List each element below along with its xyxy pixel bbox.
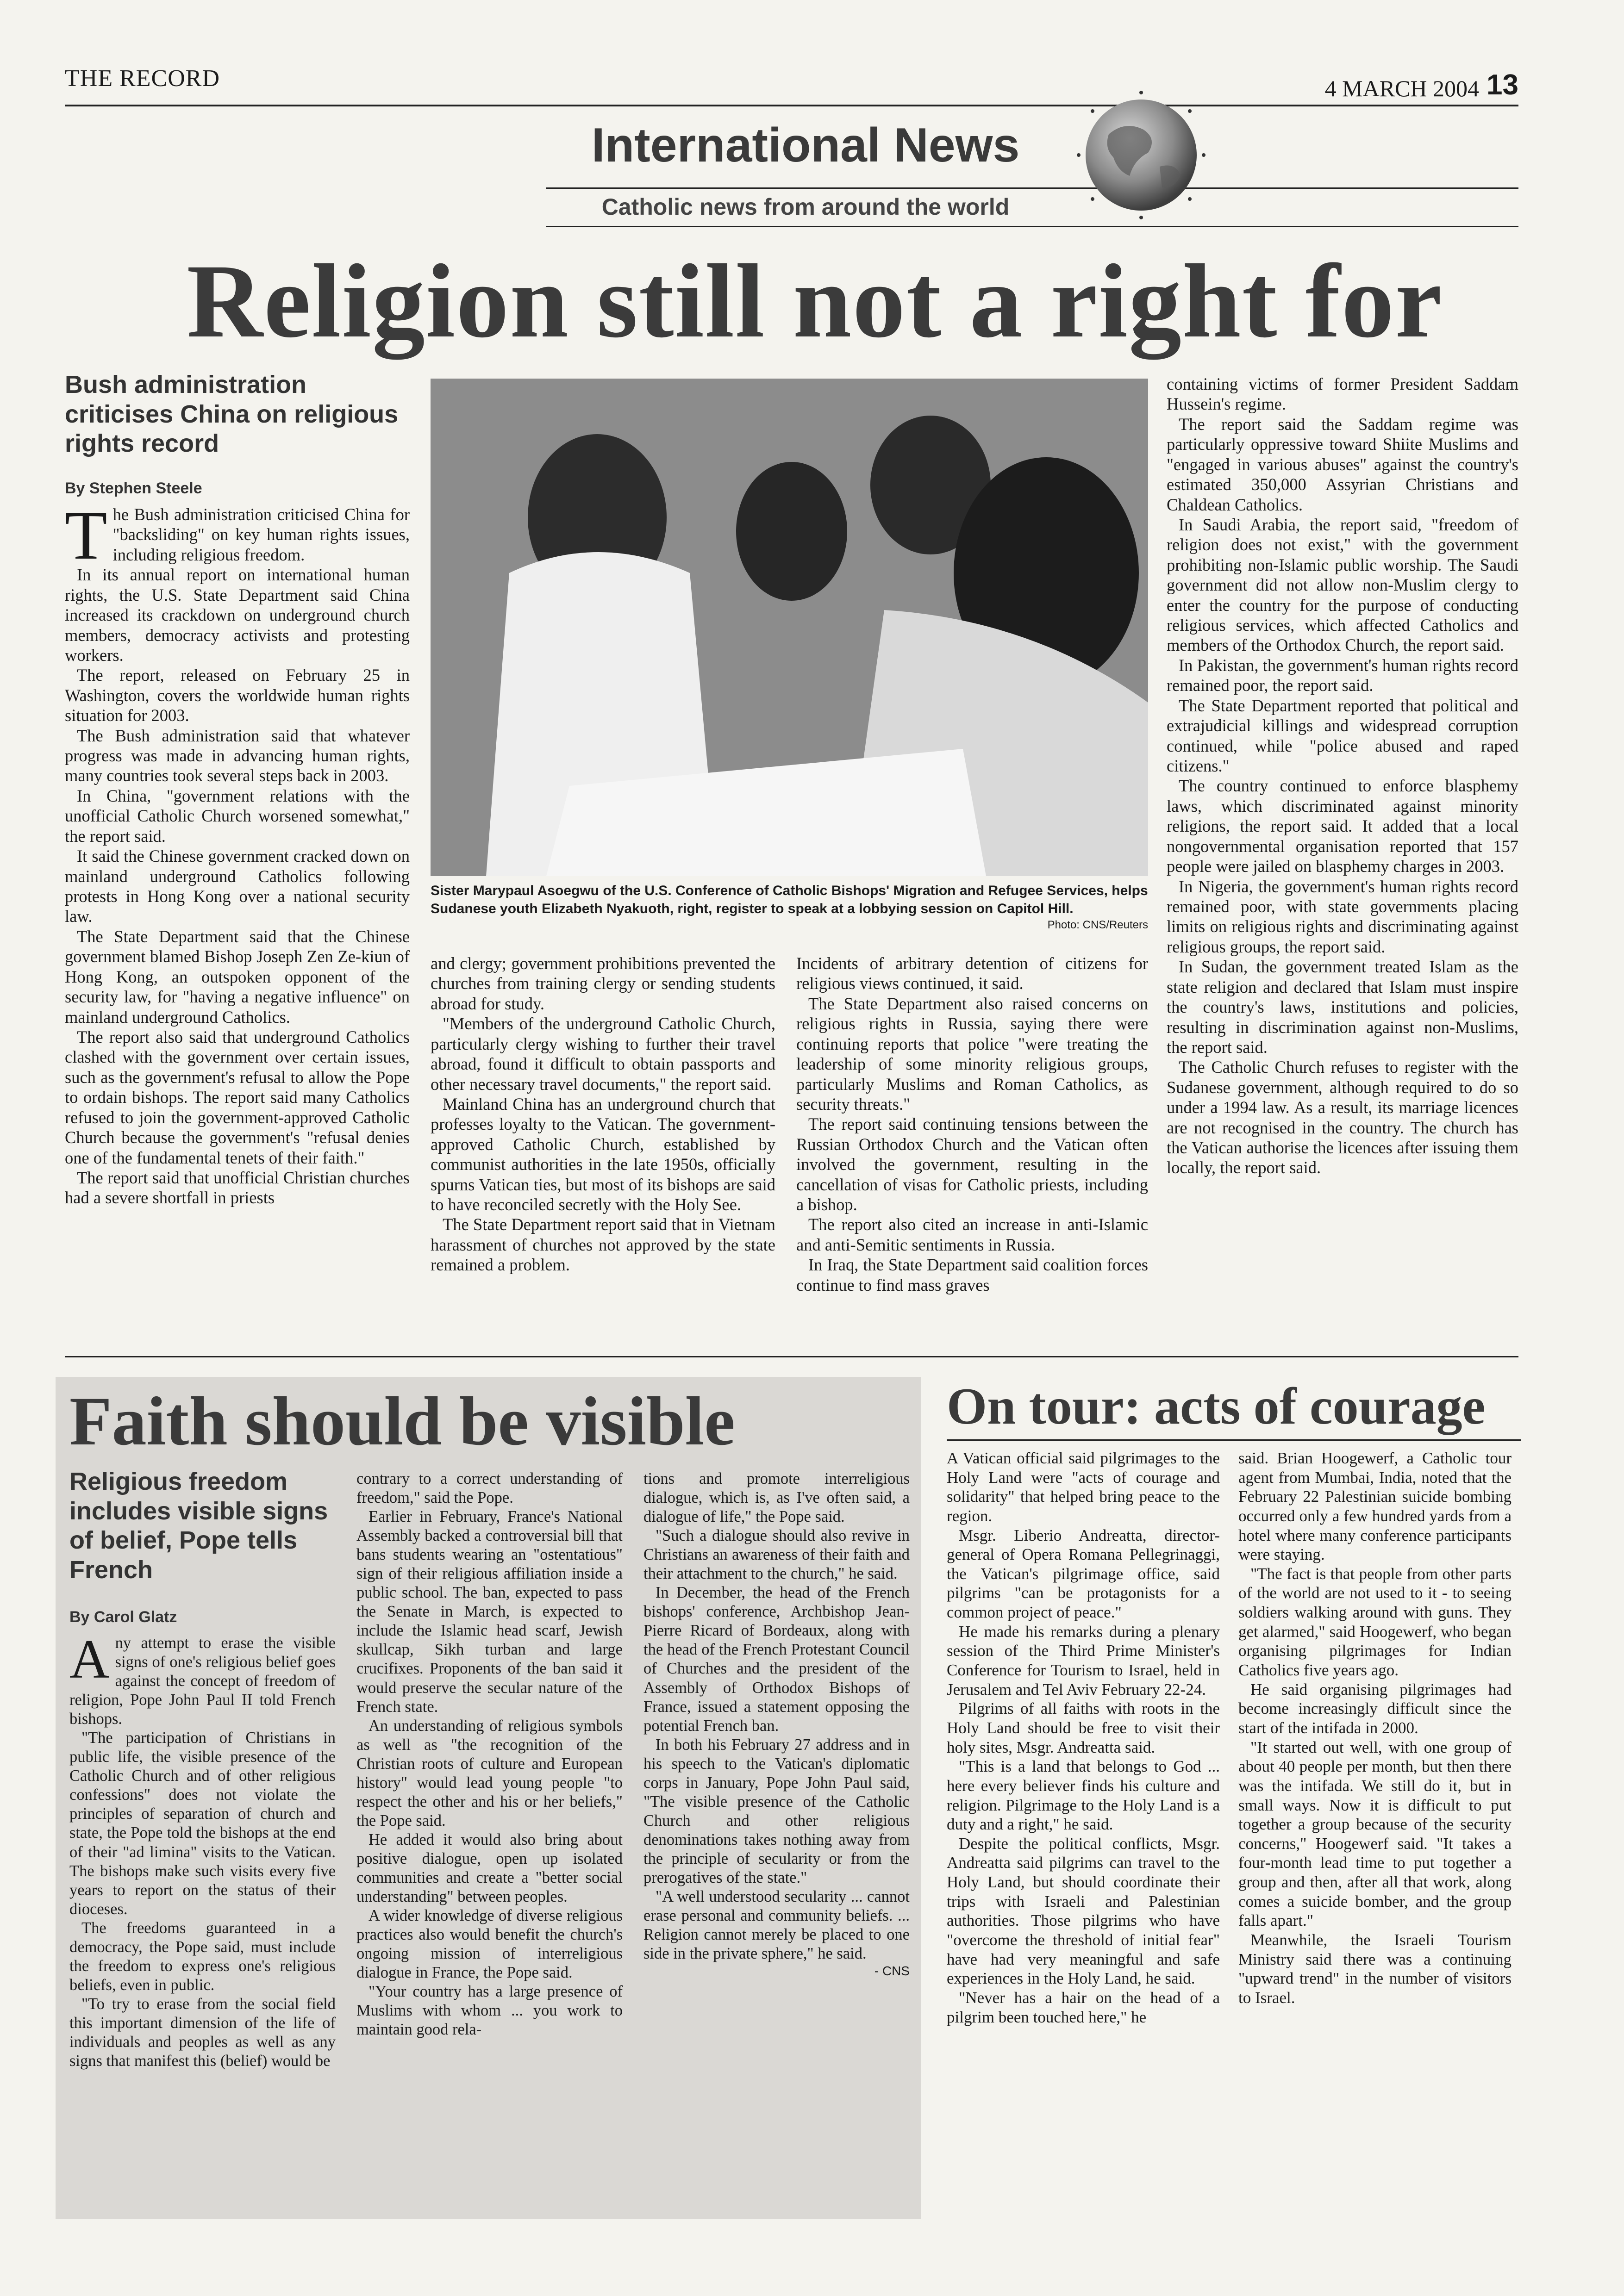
story1-col1-para: The Bush administration criticised China for "backsliding" on key human rights issues, including religious freedom. — [65, 497, 410, 574]
story1-col2-para: Mainland China has an underground church that professes loyalty to the Vatican. The government-approved Catholic Church, established by communist authorities in the late 1950s, officially spurns Vatican ties, but most of its bishops are said to have reconciled secretly with the Holy See. — [431, 1094, 775, 1214]
story2-deck: Religious freedom includes visible signs of belief, Pope tells French — [69, 1468, 328, 1584]
masthead-rule — [65, 105, 1518, 106]
story1-col3-para: In Iraq, the State Department said coalition forces continue to find mass graves — [796, 1255, 1148, 1294]
story2-column-3 — [643, 1469, 910, 1979]
story1-col2-para: and clergy; government prohibitions prevented the churches from training clergy or sending students abroad for study. — [431, 954, 775, 1013]
section-rule-bottom — [546, 226, 1518, 227]
story2-signoff: - CNS — [874, 1964, 910, 1979]
story3-col2-para: "The fact is that people from other parts of the world are not used to it - to seeing soldiers walking around with guns. They get alarmed," said Hoogewerf, who began organising pilgrimages for Indian Catholics five years ago. — [1238, 1564, 1512, 1680]
story1-col1-para: The report also said that underground Catholics clashed with the government over certain issues, such as the government's refusal to allow the Pope to ordain bishops. The report said many Catholics refused to join the government-approved Catholic Church because the government's "refusal denies one of the fundamental tenets of their faith." — [65, 1027, 410, 1167]
story2-col2-para: A wider knowledge of diverse religious practices also would benefit the church's ongoing mission of interreligious dialogue in France, the Pope said. — [356, 1907, 623, 1982]
story3-headline: On tour: acts of courage — [947, 1378, 1486, 1435]
story3-col1-para: A Vatican official said pilgrimages to the Holy Land were "acts of courage and solidarity" that helped bring peace to the region. — [947, 1449, 1220, 1525]
story1-col1-para: In its annual report on international human rights, the U.S. State Department said China increased its crackdown on underground church members, democracy activists and protesting workers. — [65, 565, 410, 665]
story1-column-3 — [796, 953, 1148, 1295]
story3-col1-para: He made his remarks during a plenary session of the Third Prime Minister's Conference for Tourism to Israel, held in Jerusalem and Tel Aviv February 22-24. — [947, 1622, 1220, 1699]
story3-col2-para: "It started out well, with one group of about 40 people per month, but then there was the intifada. We still do it, but in small ways. Now it is difficult to put together a group because of the security concerns," Hoogewerf said. "It takes a four-month lead time to put together a group and then, after all that work, along comes a suicide bomber, and the group falls apart." — [1238, 1738, 1512, 1930]
story1-col2-para: "Members of the underground Catholic Church, particularly clergy wishing to further their travel abroad, found it difficult to obtain passports and other necessary travel documents," the report said. — [431, 1014, 775, 1094]
story1-col3-para: The report also cited an increase in anti-Islamic and anti-Semitic sentiments in Russia. — [796, 1215, 1148, 1254]
story3-col1-para: Msgr. Liberio Andreatta, director-general of Opera Romana Pellegrinaggi, the Vatican's pilgrimage office, said pilgrims "can be protagonists for a common project of peace." — [947, 1526, 1220, 1622]
story2-col2-para: An understanding of religious symbols as well as "the recognition of the Christian roots of culture and European history" would lead young people "to respect the other and his or her beliefs," the Pope said. — [356, 1717, 623, 1829]
story1-col4-para: The report said the Saddam regime was particularly oppressive toward Shiite Muslims and "engaged in various abuses" against the country's estimated 350,000 Assyrian Christians and Chaldean Catholics. — [1167, 414, 1518, 514]
story2-byline: By Carol Glatz — [69, 1608, 177, 1626]
story2-col1-para: The freedoms guaranteed in a democracy, the Pope said, must include the freedom to express one's religious beliefs, even in public. — [69, 1919, 336, 1994]
section-rule-top — [546, 187, 1518, 189]
story3-col1-para: Despite the political conflicts, Msgr. Andreatta said pilgrims can travel to the Holy Land, but should coordinate their trips with Israeli and Palestinian authorities. Those pilgrims who have "overcome the threshold of initial fear" have had very meaningful and safe experiences in the Holy Land, he said. — [947, 1834, 1220, 1988]
story1-col3-para: The State Department also raised concerns on religious rights in Russia, saying there were continuing reports that police "were treating the leadership of some minority religious groups, particularly Muslims and Roman Catholics, as security threats." — [796, 994, 1148, 1114]
headline-main: Religion still not a right for — [187, 243, 1443, 360]
story3-column-2 — [1238, 1449, 1512, 2008]
masthead — [65, 65, 1518, 106]
story1-col1-para: The report said that unofficial Christian churches had a severe shortfall in priests — [65, 1168, 410, 1207]
story1-column-1 — [65, 497, 410, 1208]
section-subtitle: Catholic news from around the world — [601, 194, 1010, 220]
story2-col2-para: Earlier in February, France's National Assembly backed a controversial bill that bans students wearing an "ostentatious" sign of their religious affiliation inside a public school. The ban, expected to pass the Senate in March, is expected to include the Islamic head scarf, Jewish skullcap, Sikh turban and large crucifixes. Proponents of the ban said it would preserve the secular nature of the French state. — [356, 1508, 623, 1716]
photo-caption — [431, 882, 1148, 932]
story2-col3-para: "Such a dialogue should also revive in Christians an awareness of their faith and their attachment to the church," he said. — [643, 1527, 910, 1583]
story2-column-1 — [69, 1628, 336, 2071]
story1-col4-para: The country continued to enforce blasphemy laws, which discriminated against minority religions, the report said. It added that a local nongovernmental organisation reported that 157 people were jailed on blasphemy charges in 2003. — [1167, 776, 1518, 876]
story2-col1-para: "The participation of Christians in public life, the visible presence of the Catholic Church and of other religious confessions" does not violate the principles of separation of church and state, the Pope told the bishops at the end of their "ad limina" visits to the Vatican. The bishops make such visits every five years to report on the status of their dioceses. — [69, 1729, 336, 1918]
story3-col1-para: "Never has a hair on the head of a pilgrim been touched here," he — [947, 1988, 1220, 2026]
story1-col1-para: It said the Chinese government cracked down on mainland underground Catholics following protests in Hong Kong over a national security law. — [65, 846, 410, 926]
story1-byline: By Stephen Steele — [65, 479, 202, 497]
story3-rule — [947, 1439, 1521, 1441]
story2-headline: Faith should be visible — [69, 1383, 735, 1460]
page-number: 13 — [1487, 69, 1518, 101]
story1-col1-para: The Bush administration said that whatever progress was made in advancing human rights, many countries took several steps back in 2003. — [65, 726, 410, 785]
story3-col2-para: said. Brian Hoogewerf, a Catholic tour agent from Mumbai, India, noted that the February 22 Palestinian suicide bombing occurred only a few hundred yards from a hotel where many conference participants were staying. — [1238, 1449, 1512, 1564]
story3-col2-para: He said organising pilgrimages had become increasingly difficult since the start of the intifada in 2000. — [1238, 1680, 1512, 1737]
story2-col3-para: In December, the head of the French bishops' conference, Archbishop Jean-Pierre Ricard of Bordeaux, along with the head of the French Protestant Council of Churches and the president of the Assembly of Orthodox Bishops of France, issued a statement opposing the potential French ban. — [643, 1584, 910, 1735]
story2-col3-para: "A well understood secularity ... cannot erase personal and community beliefs. ... Religion cannot merely be placed to one side in the private sphere," he said. — [643, 1888, 910, 1963]
globe-icon — [1065, 79, 1218, 231]
story1-column-2 — [431, 953, 775, 1275]
story1-col3-para: Incidents of arbitrary detention of citizens for religious views continued, it said. — [796, 954, 1148, 993]
story1-col3-para: The report said continuing tensions between the Russian Orthodox Church and the Vatican often involved the government, resulting in the cancellation of visas for Catholic priests, including a bishop. — [796, 1114, 1148, 1214]
story1-col4-para: In Sudan, the government treated Islam as the state religion and declared that Islam must inspire the country's laws, institutions and policies, resulting in discrimination against non-Muslims, the report said. — [1167, 957, 1518, 1057]
story2-col1-para: "To try to erase from the social field this important dimension of the life of individuals and peoples as well as any signs that manifest this (belief) would be — [69, 1995, 336, 2070]
photo-credit: Photo: CNS/Reuters — [1047, 919, 1148, 931]
story2-col3-para: In both his February 27 address and in his speech to the Vatican's diplomatic corps in January, Pope John Paul said, "The visible presence of the Catholic Church and other religious denominations takes nothing away from the principle of secularity or from the prerogatives of the state." — [643, 1736, 910, 1886]
story3-column-1 — [947, 1449, 1220, 2027]
story1-col1-para: The State Department said that the Chinese government blamed Bishop Joseph Zen Ze-kiun of Hong Kong, an outspoken opponent of the security law, for "having a negative influence" on mainland underground Catholics. — [65, 927, 410, 1027]
caption-text: Sister Marypaul Asoegwu of the U.S. Conference of Catholic Bishops' Migration and Refugee Services, helps Sudanese youth Elizabeth Nyakuoth, right, register to speak at a lobbying session on Capitol Hill. — [431, 883, 1148, 916]
section-title: International News — [591, 118, 1020, 172]
drop-cap: A — [69, 1628, 110, 1690]
story1-col4-para: containing victims of former President Saddam Hussein's regime. — [1167, 374, 1518, 414]
story1-col4-para: The Catholic Church refuses to register with the Sudanese government, although required to do so under a 1994 law. As a result, its marriage licences are not recognised in the country. The church has the Vatican authorise the licences after issuing them locally, the report said. — [1167, 1058, 1518, 1177]
story1-col4-para: The State Department reported that political and extrajudicial killings and widespread corruption continued, while "police abused and raped citizens." — [1167, 696, 1518, 776]
drop-cap: T — [65, 497, 107, 574]
story2-col2-para: He added it would also bring about positive dialogue, open up isolated communities and create a "better social understanding" between peoples. — [356, 1830, 623, 1906]
story1-deck: Bush administration criticises China on religious rights record — [65, 371, 399, 458]
story2-col2-para: "Your country has a large presence of Muslims with whom ... you work to maintain good rela- — [356, 1983, 623, 2039]
story1-col2-para: The State Department report said that in Vietnam harassment of churches not approved by the state remained a problem. — [431, 1215, 775, 1275]
news-photo — [431, 379, 1148, 876]
story1-column-4 — [1167, 374, 1518, 1178]
story2-column-2 — [356, 1469, 623, 2039]
story2-col2-para: contrary to a correct understanding of freedom," said the Pope. — [356, 1470, 623, 1507]
story2-col1-para: Any attempt to erase the visible signs of one's religious belief goes against the concept of freedom of religion, Pope John Paul II told French bishops. — [69, 1628, 336, 1728]
story-divider — [65, 1356, 1518, 1357]
story1-col4-para: In Nigeria, the government's human rights record remained poor, with state governments placing limits on religious rights and discriminating against religious groups, the report said. — [1167, 877, 1518, 956]
story2-col3-para: tions and promote interreligious dialogue, which is, as I've often said, a dialogue of life," the Pope said. — [643, 1470, 910, 1526]
publication-name: THE RECORD — [65, 65, 220, 92]
story1-col4-para: In Pakistan, the government's human rights record remained poor, the report said. — [1167, 655, 1518, 695]
story3-col1-para: "This is a land that belongs to God ... here every believer finds his culture and religion. Pilgrimage to the Holy Land is a duty and a right," he said. — [947, 1757, 1220, 1834]
story3-col2-para: Meanwhile, the Israeli Tourism Ministry said there was a continuing "upward trend" in the number of visitors to Israel. — [1238, 1931, 1512, 2007]
story3-col1-para: Pilgrims of all faiths with roots in the Holy Land should be free to visit their holy sites, Msgr. Andreatta said. — [947, 1699, 1220, 1756]
story1-col4-para: In Saudi Arabia, the report said, "freedom of religion does not exist," with the government prohibiting non-Islamic public worship. The Saudi government did not allow non-Muslim clergy to enter the country for the purpose of conducting religious services, which affected Catholics and members of the Orthodox Church, the report said. — [1167, 515, 1518, 655]
issue-date: 4 MARCH 2004 — [1324, 75, 1479, 101]
story1-col1-para: The report, released on February 25 in Washington, covers the worldwide human rights situation for 2003. — [65, 666, 410, 725]
story1-col1-para: In China, "government relations with the unofficial Catholic Church worsened somewhat," the report said. — [65, 786, 410, 846]
photo-illustration — [431, 379, 1148, 876]
